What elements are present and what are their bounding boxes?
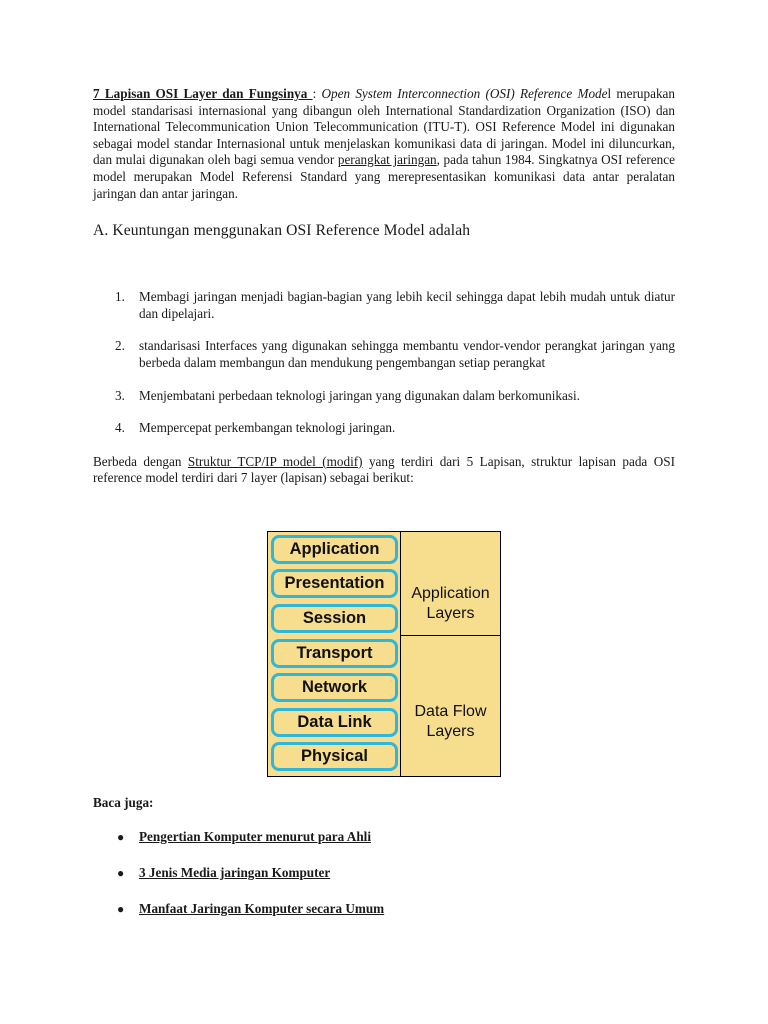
osi-layer-diagram: [267, 531, 501, 777]
osi-diagram-group-divider: [400, 635, 501, 636]
comparison-paragraph: [93, 454, 675, 487]
see-also-link[interactable]: Manfaat Jaringan Komputer secara Umum: [139, 901, 385, 916]
intro-text-2: , pada tahun 1984. Singkatnya OSI reference model merupakan Model Referensi Standard yang merepresentasikan komunikasi data antar peralatan jaringan dan antar jaringan.: [93, 152, 675, 201]
section-heading: A. Keuntungan menggunakan OSI Reference Model adalah: [93, 222, 471, 240]
list-text: Mempercepat perkembangan teknologi jaringan.: [139, 420, 396, 436]
layer-transport: Transport: [271, 639, 398, 668]
osi-diagram-vertical-divider: [400, 531, 401, 777]
list-item: [93, 338, 675, 371]
see-also-list: [93, 829, 384, 937]
list-item: [93, 901, 384, 937]
see-also-heading: Baca juga:: [93, 795, 154, 810]
intro-paragraph: [93, 86, 675, 202]
application-layers-label: [402, 584, 499, 624]
intro-text-1: l merupakan model standarisasi internasional yang dibangun oleh International Standardization Organization (ISO) dan International Telecommunication Union Telecommunication (ITU-T). OSI Reference Model ini digunakan sebagai model standar Internasional untuk menjelaskan komunikasi data di jaringan. Model ini diluncurkan, dan mulai digunakan oleh bagi semua vendor: [93, 86, 675, 168]
group-label-line: Layers: [426, 605, 475, 622]
tcpip-model-link[interactable]: Struktur TCP/IP model (modif): [187, 453, 363, 469]
intro-title-link[interactable]: 7 Lapisan OSI Layer dan Fungsinya: [93, 86, 313, 101]
list-number: 1.: [115, 289, 125, 305]
comparison-text-pre: Berbeda dengan: [93, 453, 188, 469]
data-flow-layers-label: [402, 702, 499, 742]
perangkat-jaringan-link[interactable]: perangkat jaringan: [337, 152, 437, 168]
list-item: [93, 865, 384, 901]
bullet-icon: ●: [117, 830, 125, 844]
document-body: [93, 86, 675, 487]
list-text: Membagi jaringan menjadi bagian-bagian yang lebih kecil sehingga dapat lebih mudah untuk diatur dan dipelajari.: [139, 289, 675, 321]
list-number: 3.: [115, 387, 125, 403]
bullet-icon: ●: [117, 866, 125, 880]
list-item: [93, 420, 675, 437]
bullet-icon: ●: [117, 902, 125, 916]
group-label-line: Data Flow: [414, 703, 487, 720]
layer-data-link: Data Link: [271, 708, 398, 737]
layer-network: Network: [271, 673, 398, 702]
list-number: 2.: [115, 338, 125, 354]
intro-separator: :: [312, 86, 322, 101]
benefits-list: [93, 289, 675, 437]
group-label-line: Application: [411, 585, 490, 602]
list-number: 4.: [115, 420, 125, 436]
layer-physical: Physical: [271, 742, 398, 771]
layer-session: Session: [271, 604, 398, 633]
layer-presentation: Presentation: [271, 569, 398, 598]
list-item: [93, 388, 675, 405]
list-item: [93, 829, 384, 865]
list-text: Menjembatani perbedaan teknologi jaringan yang digunakan dalam berkomunikasi.: [139, 387, 580, 403]
list-item: [93, 289, 675, 322]
intro-italic: Open System Interconnection (OSI) Reference Mode: [321, 86, 608, 101]
see-also-link[interactable]: Pengertian Komputer menurut para Ahli: [139, 829, 371, 844]
layer-application: Application: [271, 535, 398, 564]
comparison-text-post: yang terdiri dari 5 Lapisan, struktur lapisan pada OSI reference model terdiri dari 7 layer (lapisan) sebagai berikut:: [93, 453, 675, 486]
group-label-line: Layers: [426, 723, 475, 740]
see-also-link[interactable]: 3 Jenis Media jaringan Komputer: [139, 865, 331, 880]
list-text: standarisasi Interfaces yang digunakan sehingga membantu vendor-vendor perangkat jaringan yang berbeda dalam membangun dan mendukung pengembangan setiap perangkat: [139, 338, 675, 370]
